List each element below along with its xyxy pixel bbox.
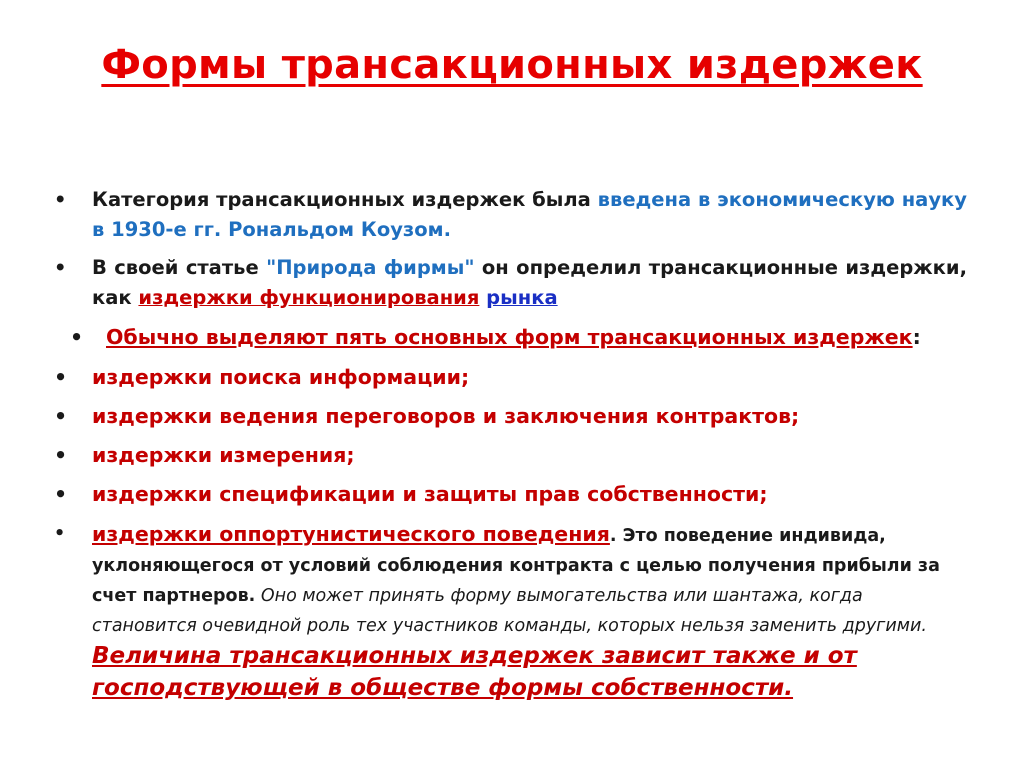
bullet-icon: • (54, 482, 68, 506)
bullet-text: В своей статье (92, 256, 267, 279)
bullet-item-article (52, 253, 967, 313)
link-market[interactable]: рынка (486, 286, 558, 309)
bullet-item-negotiation-costs (52, 402, 967, 430)
bullet-text: он определил трансакционные издержки, как (92, 256, 967, 309)
bullet-text: издержки измерения; (92, 443, 355, 467)
five-forms-heading: Обычно выделяют пять основных форм трансакционных издержек (106, 325, 913, 349)
slide-title: Формы трансакционных издержек (101, 42, 923, 88)
colon: : (912, 325, 921, 349)
bullet-text-highlight: введена в экономическую науку в 1930-е гг. Рональдом Коузом. (92, 188, 967, 241)
bullet-text: издержки ведения переговоров и заключения контрактов; (92, 404, 800, 428)
bullet-icon: • (54, 365, 68, 389)
bullet-item-category (52, 185, 967, 245)
bullet-text: издержки поиска информации; (92, 365, 470, 389)
bullet-icon: • (54, 524, 66, 544)
article-title: "Природа фирмы" (266, 256, 475, 279)
bullet-icon: • (54, 443, 68, 467)
bullet-text: Категория трансакционных издержек была (92, 188, 598, 211)
bullet-icon: • (54, 188, 67, 211)
bullet-item-measurement-costs (52, 441, 967, 469)
bullet-item-opportunistic-costs (52, 519, 967, 705)
bullet-text: . Это поведение индивида, уклоняющегося от условий соблюдения контракта с целью получения прибыли за счет партнеров. (92, 526, 940, 606)
opportunistic-heading: издержки оппортунистического поведения (92, 522, 610, 546)
bullet-icon: • (54, 404, 68, 428)
emphasis-text: Величина трансакционных издержек зависит также и от господствующей в обществе формы собственности. (92, 643, 857, 701)
bullet-icon: • (70, 325, 84, 349)
bullet-item-property-rights-costs (52, 480, 967, 508)
bullet-list (52, 185, 967, 705)
bullet-text-italic: Оно может принять форму вымогательства или шантажа, когда становится очевидной роль тех участников команды, которых нельзя заменить другими. (92, 586, 927, 636)
bullet-text: издержки спецификации и защиты прав собственности; (92, 482, 768, 506)
bullet-item-five-forms (52, 323, 967, 351)
bullet-icon: • (54, 256, 67, 279)
bullet-item-search-costs (52, 363, 967, 391)
link-functioning-costs[interactable]: издержки функционирования (138, 286, 480, 309)
